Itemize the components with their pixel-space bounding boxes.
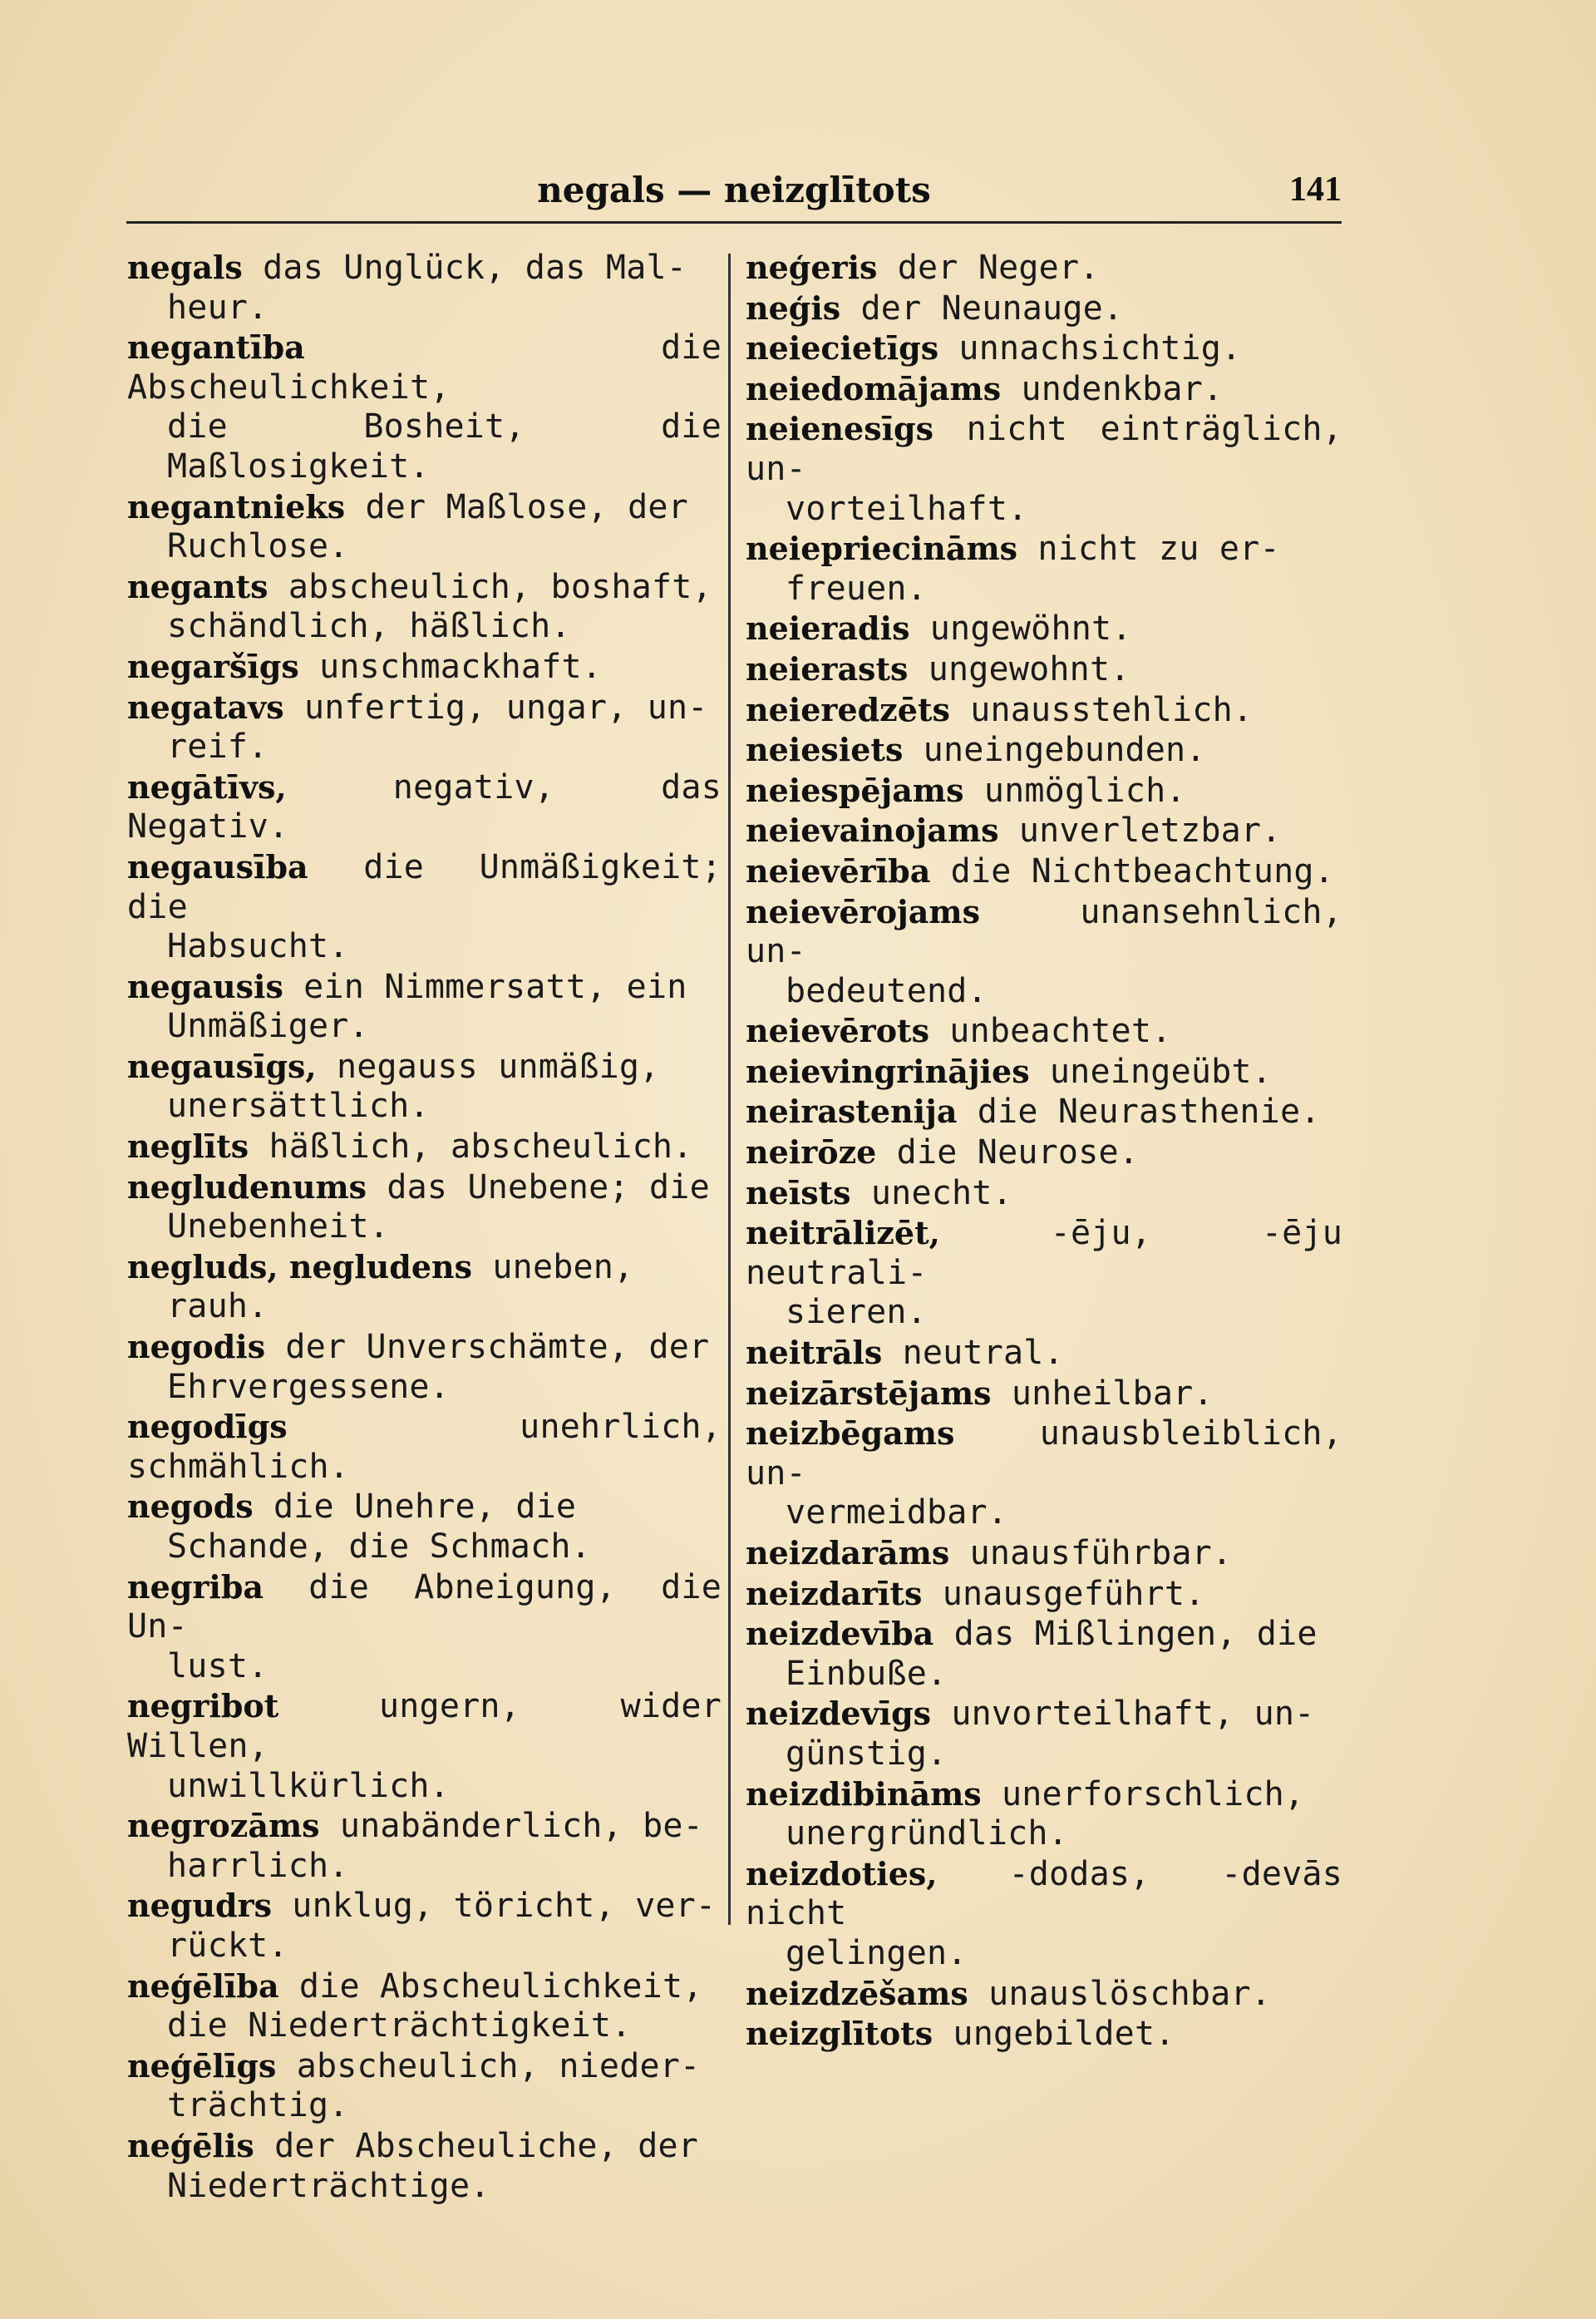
definition: unansehnlich, un- [746, 892, 1342, 971]
headword: negantība [127, 328, 305, 367]
definition: die Neurasthenie. [977, 1093, 1321, 1132]
headword: neizdarīts [746, 1574, 923, 1612]
headword: negriba [127, 1567, 264, 1606]
headword: neievērojams [746, 892, 981, 930]
dictionary-entry [746, 1374, 1342, 1414]
definition-continuation: schändlich, häßlich. [167, 607, 571, 646]
definition: uneben, [492, 1247, 634, 1286]
headword: neieradis [746, 609, 910, 648]
definition: ungern, wider Willen, [127, 1687, 722, 1765]
dictionary-entry [746, 248, 1342, 289]
definition-continuation: die Niederträchtigkeit. [167, 2006, 632, 2045]
headword: negausība [127, 847, 308, 886]
headword: neitrāls [746, 1334, 883, 1372]
definition: unerforschlich, [1001, 1774, 1305, 1813]
headword: neģēlība [127, 1966, 279, 2005]
dictionary-entry [746, 1173, 1342, 1214]
definition: unausstehlich. [970, 690, 1254, 729]
headword: negants [127, 567, 268, 605]
dictionary-entry [746, 811, 1342, 851]
definition: unfertig, ungar, un- [303, 688, 708, 727]
definition-continuation: günstig. [786, 1734, 948, 1773]
definition: der Maßlose, der [365, 487, 688, 526]
dictionary-entry [127, 2046, 722, 2126]
headword: neizārstējams [746, 1374, 992, 1412]
headword: negausīgs, [127, 1047, 317, 1085]
definition: unvorteilhaft, un- [951, 1695, 1315, 1734]
page-number: 141 [1289, 170, 1342, 209]
headword: neieredzēts [746, 690, 950, 728]
dictionary-entry [127, 1806, 722, 1886]
definition-continuation: heur. [167, 288, 268, 327]
definition: abscheulich, boshaft, [288, 567, 712, 606]
dictionary-entry [127, 1127, 722, 1167]
definition-continuation: die Bosheit, die Maßlosigkeit. [167, 407, 722, 486]
definition-continuation: freuen. [786, 569, 927, 608]
definition-continuation: gelingen. [786, 1933, 968, 1972]
headword: negals [127, 249, 243, 286]
headword: neievērība [746, 851, 931, 890]
definition: abscheulich, nieder- [296, 2046, 701, 2085]
definition: uneingebunden. [923, 731, 1206, 770]
definition: nicht zu er- [1037, 530, 1280, 569]
right-column [746, 248, 1342, 2055]
definition-continuation: Habsucht. [167, 927, 349, 966]
dictionary-entry [746, 1092, 1342, 1132]
headword: negodīgs [127, 1408, 288, 1446]
definition-continuation: rauh. [167, 1287, 268, 1326]
definition: negauss unmäßig, [336, 1047, 660, 1086]
dictionary-entry [746, 892, 1342, 1012]
definition: undenkbar. [1021, 369, 1224, 408]
headword: neirōze [746, 1133, 877, 1172]
dictionary-entry [127, 647, 722, 688]
dictionary-entry [127, 1567, 722, 1687]
headword: negausis [127, 967, 283, 1005]
definition: unnachsichtig. [958, 329, 1242, 368]
dictionary-entry [127, 1686, 722, 1806]
definition: neutral. [902, 1334, 1064, 1373]
definition-continuation: Einbuße. [786, 1654, 948, 1693]
dictionary-entry [127, 1327, 722, 1407]
dictionary-entry [127, 1487, 722, 1567]
definition: unschmackhaft. [319, 647, 603, 686]
dictionary-entry [746, 1052, 1342, 1093]
headword: neģēlis [127, 2126, 254, 2164]
headword: negātīvs, [127, 767, 287, 806]
dictionary-entry [127, 1167, 722, 1247]
headword: negluds, negludens [127, 1247, 473, 1285]
headword: neīsts [746, 1173, 851, 1211]
headword: neienesīgs [746, 410, 934, 448]
dictionary-entry [127, 1247, 722, 1327]
definition: die Abneigung, die Un- [127, 1567, 722, 1646]
headword: neizglītots [746, 2015, 933, 2053]
dictionary-entry [746, 1854, 1342, 1974]
dictionary-entry [746, 1414, 1342, 1533]
definition-continuation: bedeutend. [786, 971, 988, 1010]
dictionary-entry [746, 1533, 1342, 1574]
definition-continuation: Unmäßiger. [167, 1007, 369, 1046]
headword: neģis [746, 289, 841, 327]
headword: neirastenija [746, 1093, 958, 1131]
headword: negods [127, 1488, 254, 1526]
headword: neiedomājams [746, 369, 1002, 407]
page-header [126, 163, 1342, 224]
definition-continuation: sieren. [786, 1293, 927, 1332]
definition: ungebildet. [953, 2015, 1175, 2054]
definition: das Mißlingen, die [953, 1615, 1318, 1654]
definition: die Abscheulichkeit, [127, 328, 722, 407]
dictionary-entry [746, 289, 1342, 329]
headword: negodis [127, 1328, 266, 1366]
dictionary-entry [746, 529, 1342, 609]
headword: neģeris [746, 249, 878, 286]
headword: neievingrinājies [746, 1052, 1030, 1090]
definition: häßlich, abscheulich. [268, 1127, 693, 1167]
headword: neierasts [746, 649, 909, 688]
dictionary-entry [746, 771, 1342, 812]
headword: neievainojams [746, 812, 999, 850]
definition-continuation: Niederträchtige. [167, 2166, 490, 2205]
dictionary-entry [746, 1574, 1342, 1615]
definition: unausführbar. [969, 1534, 1233, 1572]
headword: neitrālizēt, [746, 1214, 940, 1252]
headword: neizdibināms [746, 1774, 982, 1813]
guide-words: negals — neizglītots [537, 170, 931, 210]
dictionary-entry [746, 851, 1342, 892]
definition: das Unglück, das Mal- [263, 249, 687, 287]
headword: neiepriecināms [746, 530, 1018, 568]
definition: unecht. [870, 1173, 1012, 1212]
definition: die Neurose. [896, 1133, 1140, 1172]
definition: unheilbar. [1011, 1374, 1214, 1413]
dictionary-entry [746, 609, 1342, 649]
definition-continuation: Ruchlose. [167, 527, 349, 566]
dictionary-entry [127, 847, 722, 967]
definition: die Unmäßigkeit; die [127, 847, 722, 926]
definition: unausbleiblich, un- [746, 1414, 1342, 1493]
dictionary-entry [746, 649, 1342, 690]
dictionary-entry [127, 567, 722, 647]
definition: ungewohnt. [928, 649, 1130, 688]
headword: neiespējams [746, 771, 964, 809]
definition-continuation: Schande, die Schmach. [167, 1527, 591, 1566]
definition-continuation: vorteilhaft. [786, 489, 1028, 528]
definition: ungewöhnt. [929, 609, 1132, 649]
column-divider [728, 254, 731, 1925]
definition: -dodas, -devās nicht [746, 1854, 1342, 1933]
definition: die Unehre, die [273, 1488, 577, 1527]
definition-continuation: vermeidbar. [786, 1493, 1008, 1532]
dictionary-entry [746, 1974, 1342, 2015]
definition: ein Nimmersatt, ein [303, 967, 687, 1006]
definition: das Unebene; die [387, 1167, 710, 1206]
definition: unabänderlich, be- [339, 1807, 703, 1846]
definition-continuation: harrlich. [167, 1846, 349, 1885]
definition: unauslöschbar. [988, 1974, 1272, 2013]
definition: unklug, töricht, ver- [292, 1887, 717, 1926]
definition: unausgeführt. [942, 1574, 1205, 1613]
dictionary-entry [746, 1333, 1342, 1374]
dictionary-entry [127, 2126, 722, 2206]
headword: neizdzēšams [746, 1974, 968, 2012]
headword: neievērots [746, 1012, 929, 1050]
dictionary-entry [746, 328, 1342, 369]
dictionary-entry [127, 248, 722, 328]
dictionary-entry [746, 730, 1342, 771]
definition-continuation: unwillkürlich. [167, 1766, 450, 1805]
headword: neizbēgams [746, 1414, 955, 1453]
dictionary-entry [746, 1694, 1342, 1774]
definition-continuation: rückt. [167, 1926, 288, 1965]
definition-continuation: lust. [167, 1646, 268, 1685]
definition: der Neger. [897, 249, 1100, 287]
definition: negativ, das Negativ. [127, 767, 722, 846]
definition-continuation: unergründlich. [786, 1814, 1068, 1853]
definition: nicht einträglich, un- [746, 410, 1342, 488]
definition-continuation: unersättlich. [167, 1087, 430, 1126]
headword: neizdevība [746, 1615, 934, 1653]
definition: die Abscheulichkeit, [298, 1966, 703, 2006]
definition: unmöglich. [983, 771, 1186, 810]
headword: negantnieks [127, 487, 346, 525]
dictionary-entry [746, 2014, 1342, 2055]
definition: unehrlich, schmählich. [127, 1408, 722, 1486]
headword: neiesiets [746, 731, 904, 769]
definition: der Neunauge. [860, 289, 1124, 328]
headword: neglīts [127, 1127, 249, 1166]
dictionary-entry [127, 1886, 722, 1966]
dictionary-entry [127, 1966, 722, 2046]
headword: neiecietīgs [746, 329, 939, 368]
definition: der Abscheuliche, der [274, 2126, 699, 2165]
headword: neģēlīgs [127, 2046, 277, 2085]
headword: negludenums [127, 1167, 367, 1206]
dictionary-entry [127, 487, 722, 567]
headword: negrozāms [127, 1807, 320, 1845]
headword: neizdoties, [746, 1854, 938, 1892]
dictionary-entry [746, 1614, 1342, 1694]
dictionary-entry [746, 690, 1342, 731]
dictionary-entry [746, 1774, 1342, 1854]
headword: negaršīgs [127, 647, 299, 685]
definition: die Nichtbeachtung. [950, 851, 1334, 891]
headword: neizdarāms [746, 1534, 950, 1571]
dictionary-entry [127, 1407, 722, 1487]
dictionary-entry [127, 328, 722, 486]
dictionary-entry [746, 1213, 1342, 1333]
dictionary-entry [746, 369, 1342, 410]
definition: uneingeübt. [1049, 1052, 1272, 1091]
definition-continuation: Unebenheit. [167, 1207, 390, 1246]
definition: der Unverschämte, der [285, 1328, 710, 1367]
dictionary-entry [127, 767, 722, 847]
left-column [127, 248, 722, 2206]
definition: unbeachtet. [949, 1012, 1172, 1051]
dictionary-entry [127, 967, 722, 1047]
definition-continuation: trächtig. [167, 2086, 349, 2125]
headword: negribot [127, 1687, 279, 1725]
headword: neizdevīgs [746, 1695, 932, 1733]
dictionary-entry [127, 688, 722, 767]
definition-continuation: Ehrvergessene. [167, 1367, 450, 1406]
dictionary-entry [746, 409, 1342, 529]
definition: unverletzbar. [1018, 812, 1282, 851]
headword: negudrs [127, 1887, 272, 1925]
dictionary-entry [746, 1011, 1342, 1052]
definition-continuation: reif. [167, 728, 268, 767]
dictionary-entry [127, 1047, 722, 1127]
definition: -ēju, -ēju neutrali- [746, 1214, 1342, 1292]
headword: negatavs [127, 688, 284, 726]
dictionary-entry [746, 1132, 1342, 1173]
